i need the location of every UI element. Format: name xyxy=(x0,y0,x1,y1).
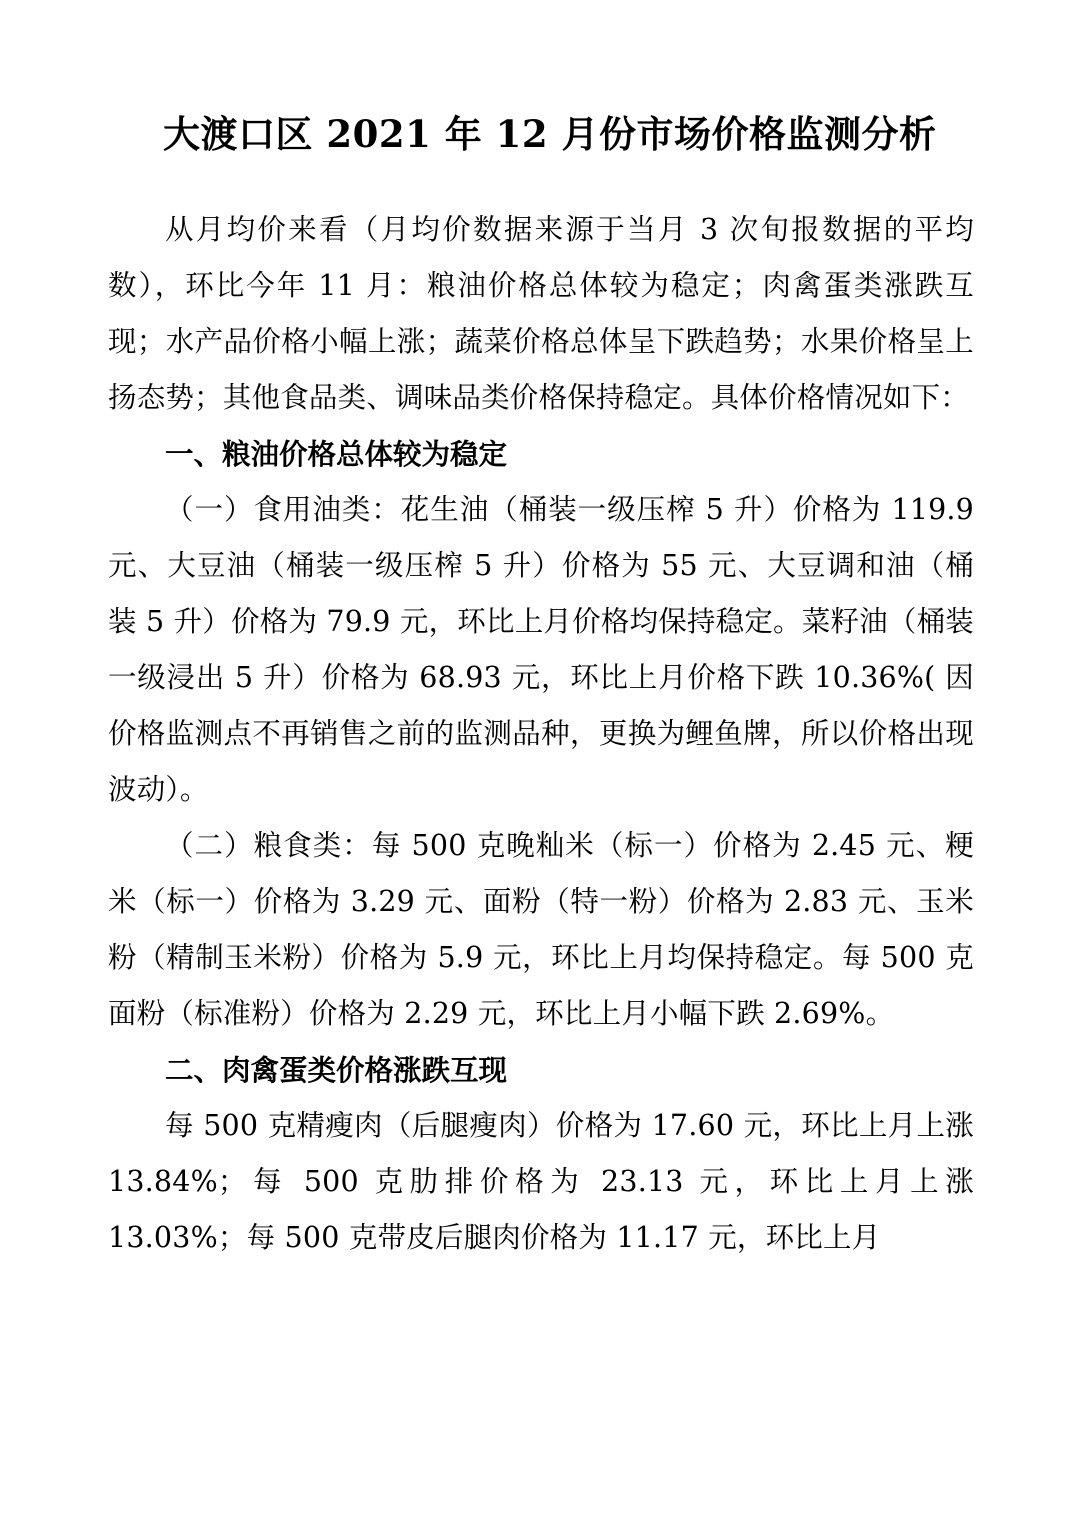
paragraph-intro: 从月均价来看（月均价数据来源于当月 3 次旬报数据的平均数），环比今年 11 月：粮油价格总体较为稳定；肉禽蛋类涨跌互现；水产品价格小幅上涨；蔬菜价格总体呈下跌趋势；水果价格呈上扬态势；其他食品类、调味品类价格保持稳定。具体价格情况如下： xyxy=(108,213,974,415)
paragraph-meat: 每 500 克精瘦肉（后腿瘦肉）价格为 17.60 元，环比上月上涨 13.84%；每 500 克肋排价格为 23.13 元，环比上月上涨 13.03%；每 500 克带皮后腿肉价格为 11.17 元，环比上月 xyxy=(108,1109,974,1255)
paragraph-grain: （二）粮食类：每 500 克晚籼米（标一）价格为 2.45 元、粳米（标一）价格为 3.29 元、面粉（特一粉）价格为 2.83 元、玉米粉（精制玉米粉）价格为 5.9 元，环比上月均保持稳定。每 500 克面粉（标准粉）价格为 2.29 元，环比上月小幅下跌 2.69%。 xyxy=(108,829,974,1031)
section-heading-2: 二、肉禽蛋类价格涨跌互现 xyxy=(165,1053,508,1088)
page-title: 大渡口区 2021 年 12 月份市场价格监测分析 xyxy=(163,112,937,156)
paragraph-oils: （一）食用油类：花生油（桶装一级压榨 5 升）价格为 119.9 元、大豆油（桶装一级压榨 5 升）价格为 55 元、大豆调和油（桶装 5 升）价格为 79.9 元，环比上月价格均保持稳定。菜籽油（桶装一级浸出 5 升）价格为 68.93 元，环比上月价格下跌 10.36%( 因价格监测点不再销售之前的监测品种，更换为鲤鱼牌，所以价格出现波动）。 xyxy=(108,493,974,807)
section-heading-1: 一、粮油价格总体较为稳定 xyxy=(165,437,508,472)
